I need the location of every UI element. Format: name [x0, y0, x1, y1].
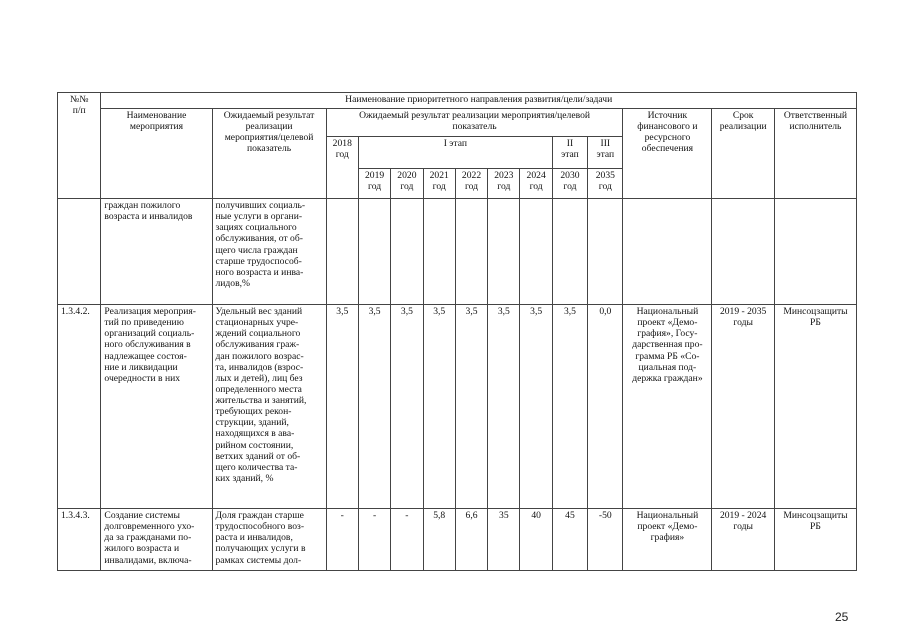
row-value: [391, 199, 423, 305]
header-stage3: III этап: [588, 137, 623, 169]
header-year: 2030 год: [552, 169, 587, 199]
row-expected: получивших социаль- ные услуги в органи- зациях социального обслуживания, от об- щего числа граждан старше трудоспособ- ного возраста и инва- лидов,%: [212, 199, 326, 305]
row-value: 3,5: [326, 305, 358, 509]
header-term: Срок реализации: [712, 109, 775, 199]
row-value: [488, 199, 520, 305]
row-value: -50: [588, 509, 623, 571]
row-value: [520, 199, 552, 305]
header-num: №№ п/п: [58, 93, 101, 199]
row-value: 3,5: [455, 305, 487, 509]
header-year: 2023 год: [488, 169, 520, 199]
row-value: [358, 199, 390, 305]
row-value: 3,5: [552, 305, 587, 509]
row-value: 3,5: [391, 305, 423, 509]
header-expected: Ожидаемый результат реализации мероприятия/целевой показатель: [212, 109, 326, 199]
row-value: [423, 199, 455, 305]
row-value: 3,5: [488, 305, 520, 509]
plan-table: [57, 92, 857, 571]
row-value: [455, 199, 487, 305]
header-year: 2021 год: [423, 169, 455, 199]
row-value: 5,8: [423, 509, 455, 571]
row-value: 35: [488, 509, 520, 571]
row-num: [58, 199, 101, 305]
header-resp: Ответственный исполнитель: [774, 109, 856, 199]
row-name: граждан пожилого возраста и инвалидов: [101, 199, 212, 305]
row-name: Создание системы долговременного ухо- да за гражданами по- жилого возраста и инвалидами, включа-: [101, 509, 212, 571]
row-value: -: [326, 509, 358, 571]
row-term: [712, 199, 775, 305]
row-value: [588, 199, 623, 305]
row-source: Национальный проект «Демо- графия»: [623, 509, 712, 571]
header-row-2: [58, 109, 857, 137]
row-resp: Минсоцзащиты РБ: [774, 509, 856, 571]
row-resp: [774, 199, 856, 305]
row-resp: Минсоцзащиты РБ: [774, 305, 856, 509]
row-value: 3,5: [358, 305, 390, 509]
row-name: Реализация мероприя- тий по приведению организаций социаль- ного обслуживания в надлежащее состоя- ние и ликвидации очередности в них: [101, 305, 212, 509]
header-stage2: II этап: [552, 137, 587, 169]
header-top-title: Наименование приоритетного направления развития/цели/задачи: [101, 93, 857, 109]
header-2018: 2018 год: [326, 137, 358, 199]
row-value: -: [391, 509, 423, 571]
row-num: 1.3.4.2.: [58, 305, 101, 509]
row-term: 2019 - 2035 годы: [712, 305, 775, 509]
row-source: Национальный проект «Демо- графия», Госу- дарственная про- грамма РБ «Со- циальная под- держка граждан»: [623, 305, 712, 509]
header-year: 2035 год: [588, 169, 623, 199]
row-source: [623, 199, 712, 305]
row-term: 2019 - 2024 годы: [712, 509, 775, 571]
header-year: 2022 год: [455, 169, 487, 199]
row-value: 45: [552, 509, 587, 571]
header-stage1: I этап: [358, 137, 552, 169]
row-value: 6,6: [455, 509, 487, 571]
header-row-1: [58, 93, 857, 109]
row-value: 3,5: [520, 305, 552, 509]
row-expected: Доля граждан старше трудоспособного воз- раста и инвалидов, получающих услуги в рамках системы дол-: [212, 509, 326, 571]
row-value: [326, 199, 358, 305]
header-year: 2019 год: [358, 169, 390, 199]
row-num: 1.3.4.3.: [58, 509, 101, 571]
table-row: [58, 509, 857, 571]
header-name: Наименование мероприятия: [101, 109, 212, 199]
header-source: Источник финансового и ресурсного обеспечения: [623, 109, 712, 199]
page-number: 25: [835, 610, 849, 624]
row-expected: Удельный вес зданий стационарных учре- ждений социального обслуживания граж- дан пожилого возрас- та, инвалидов (взрос- лых и детей), лиц без определенного места жительства и занятий, требующих рекон- струкции, зданий, находящихся в ава- рийном состоянии, ветхих зданий от об- щего количества та- ких зданий, %: [212, 305, 326, 509]
header-year: 2024 год: [520, 169, 552, 199]
header-year: 2020 год: [391, 169, 423, 199]
table-row: [58, 199, 857, 305]
row-value: 3,5: [423, 305, 455, 509]
header-indicator: Ожидаемый результат реализации мероприятия/целевой показатель: [326, 109, 623, 137]
row-value: 0,0: [588, 305, 623, 509]
row-value: 40: [520, 509, 552, 571]
table-row: [58, 305, 857, 509]
row-value: [552, 199, 587, 305]
row-value: -: [358, 509, 390, 571]
